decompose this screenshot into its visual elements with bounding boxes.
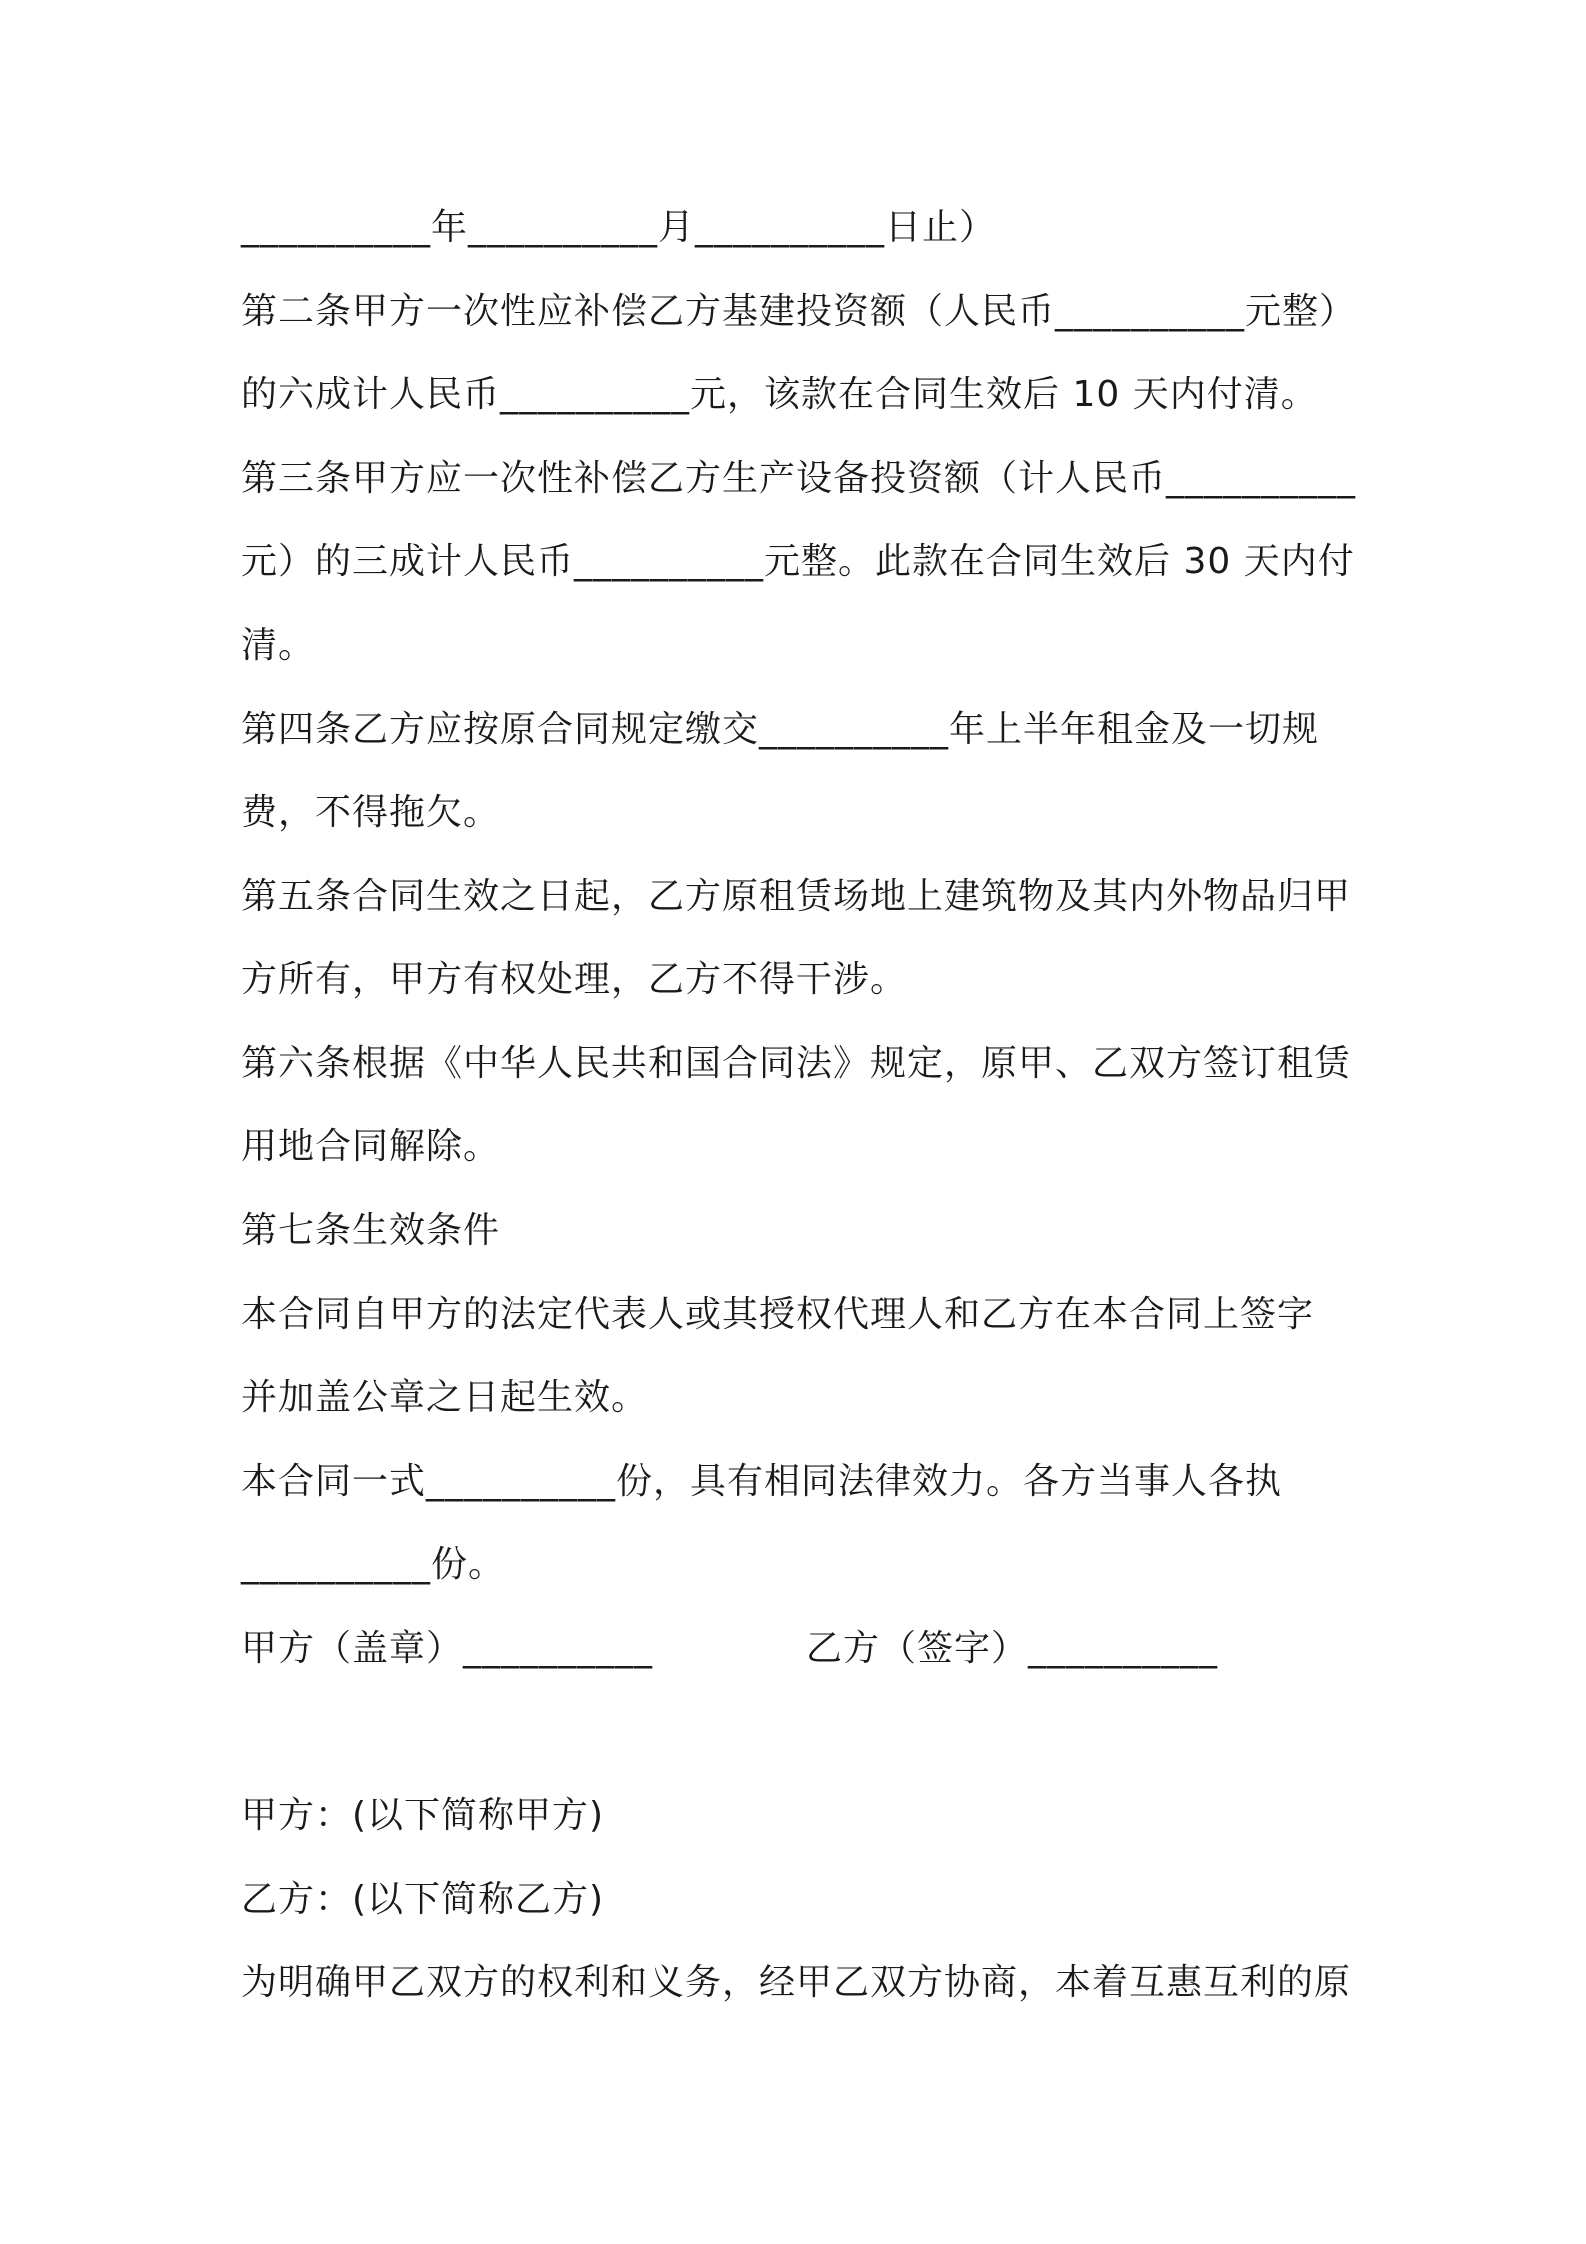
- text-line-article-6-cont: 用地合同解除。: [241, 1126, 501, 1167]
- text-line-article-3: 第三条甲方应一次性补偿乙方生产设备投资额（计人民币__________: [241, 458, 1357, 499]
- signature-party-a: 甲方（盖章）__________: [241, 1628, 654, 1669]
- text-line-article-7-cont: 并加盖公章之日起生效。: [241, 1377, 649, 1418]
- text-line-article-4: 第四条乙方应按原合同规定缴交__________年上半年租金及一切规: [241, 709, 1320, 750]
- text-line-article-6: 第六条根据《中华人民共和国合同法》规定，原甲、乙双方签订租赁: [241, 1043, 1352, 1084]
- text-line-date-end: __________年__________月__________日止）: [241, 207, 997, 248]
- text-line-article-5-cont: 方所有，甲方有权处理，乙方不得干涉。: [241, 959, 908, 1000]
- text-line-article-7-heading: 第七条生效条件: [241, 1210, 501, 1251]
- text-line-preamble: 为明确甲乙双方的权利和义务，经甲乙双方协商，本着互惠互利的原: [241, 1962, 1352, 2003]
- text-line-article-7: 本合同自甲方的法定代表人或其授权代理人和乙方在本合同上签字: [241, 1294, 1315, 1335]
- text-line-article-5: 第五条合同生效之日起，乙方原租赁场地上建筑物及其内外物品归甲: [241, 876, 1352, 917]
- text-line-party-a: 甲方：(以下简称甲方): [241, 1795, 605, 1836]
- text-line-copies-cont: __________份。: [241, 1544, 506, 1585]
- text-line-copies: 本合同一式__________份，具有相同法律效力。各方当事人各执: [241, 1461, 1283, 1502]
- text-line-article-2-cont: 的六成计人民币__________元，该款在合同生效后 10 天内付清。: [241, 374, 1318, 415]
- text-line-article-3-cont: 元）的三成计人民币__________元整。此款在合同生效后 30 天内付: [241, 541, 1355, 582]
- signature-party-b: 乙方（签字）__________: [806, 1628, 1219, 1669]
- signature-row: [241, 1624, 1361, 1674]
- text-line-article-3-end: 清。: [241, 625, 316, 666]
- text-line-party-b: 乙方：(以下简称乙方): [241, 1879, 605, 1920]
- text-line-article-4-cont: 费，不得拖欠。: [241, 792, 501, 833]
- text-line-article-2: 第二条甲方一次性应补偿乙方基建投资额（人民币__________元整）: [241, 291, 1357, 332]
